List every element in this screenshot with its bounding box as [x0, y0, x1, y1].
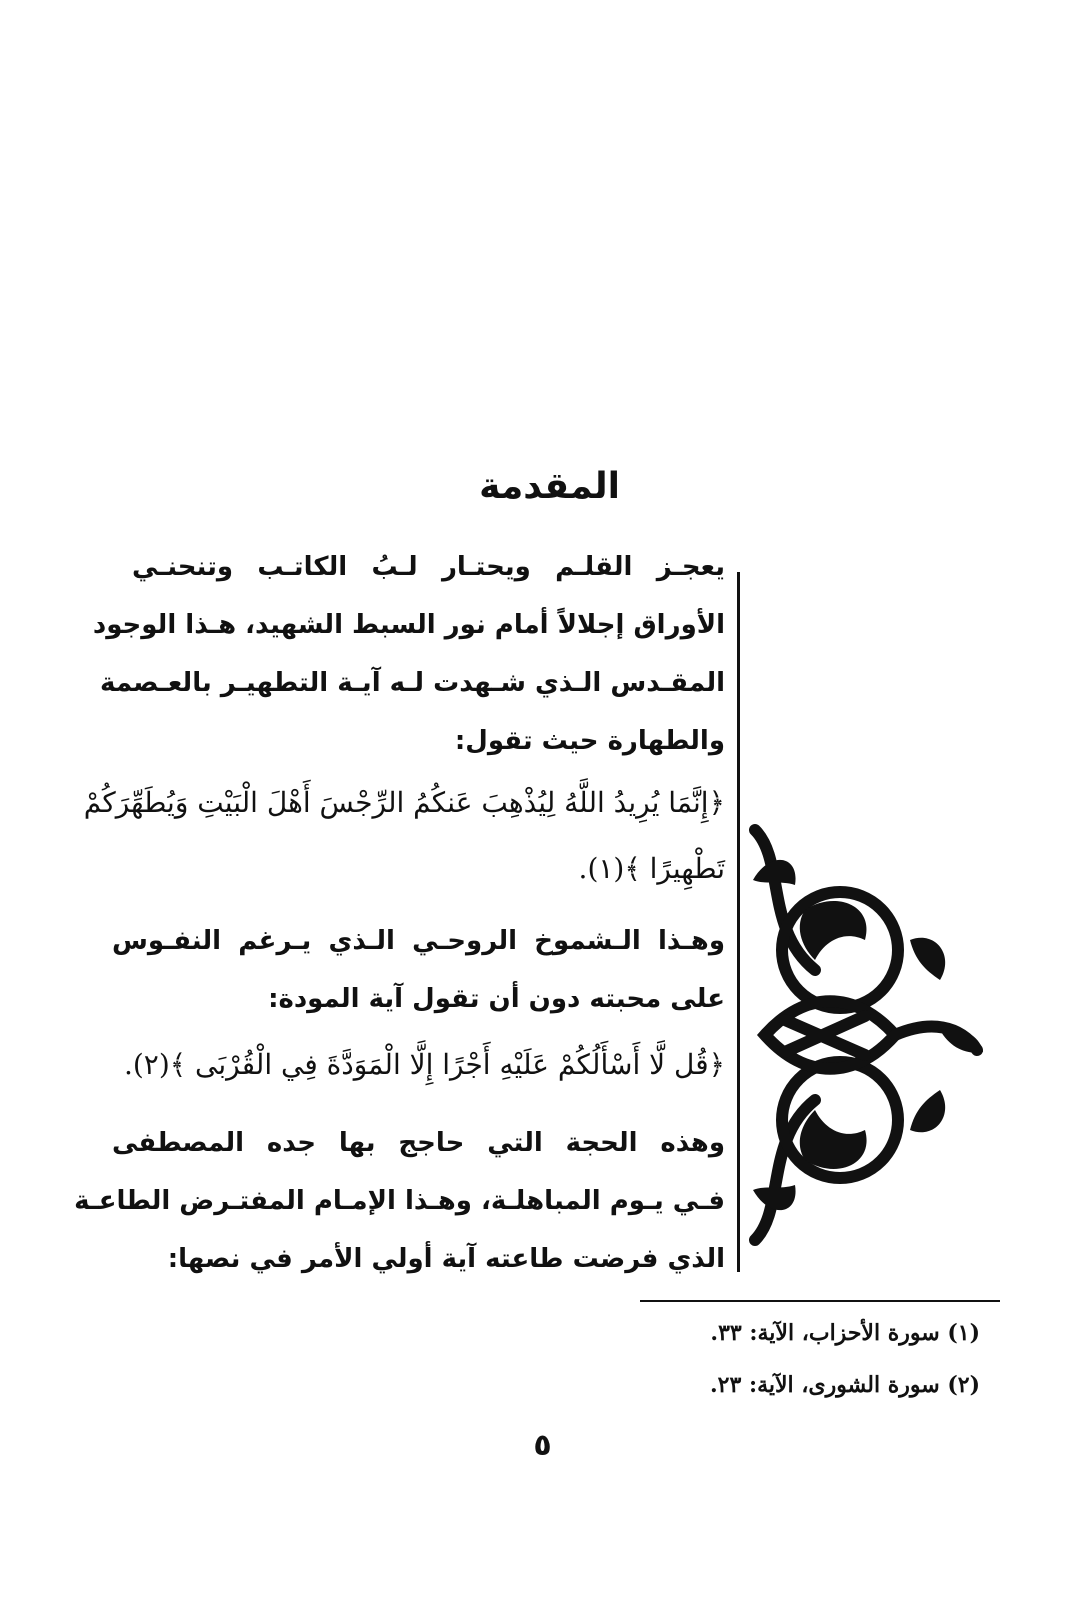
paragraph-1-line-3: المقـدس الـذي شـهدت لـه آيـة التطهيـر بالعـصمة [100, 668, 725, 698]
footnote-1: (١) سورة الأحزاب، الآية: ٣٣. [710, 1320, 980, 1346]
quran-verse-2: ﴿قُل لَّا أَسْأَلُكُمْ عَلَيْهِ أَجْرًا إِلَّا الْمَوَدَّةَ فِي الْقُرْبَى ﴾(٢). [123, 1048, 725, 1081]
paragraph-1-line-2: الأوراق إجلالاً أمام نور السبط الشهيد، هـذا الوجود [92, 610, 725, 640]
footnote-2: (٢) سورة الشورى، الآية: ٢٣. [709, 1372, 980, 1398]
paragraph-2-line-2: على محبته دون أن تقول آية المودة: [268, 984, 725, 1014]
quran-verse-1-line-2: تَطْهِيرًا ﴾(١). [578, 852, 725, 885]
arabesque-ornament [745, 820, 985, 1250]
paragraph-1-line-1: يعجـز القلـم ويحتـار لـبُ الكاتـب وتنحنـي [132, 552, 725, 582]
chapter-heading: المقدمة [479, 466, 620, 507]
paragraph-2-line-1: وهـذا الـشموخ الروحـي الـذي يـرغم النفـوس [112, 926, 725, 956]
margin-rule [737, 572, 740, 1272]
paragraph-1-line-4: والطهارة حيث تقول: [454, 726, 725, 756]
quran-verse-1-line-1: ﴿إِنَّمَا يُرِيدُ اللَّهُ لِيُذْهِبَ عَنكُمُ الرِّجْسَ أَهْلَ الْبَيْتِ وَيُطَهِّرَكُمْ [83, 786, 725, 819]
paragraph-3-line-3: الذي فرضت طاعته آية أولي الأمر في نصها: [167, 1244, 725, 1274]
paragraph-3-line-2: فـي يـوم المباهلـة، وهـذا الإمـام المفتـرض الطاعـة [74, 1186, 725, 1216]
paragraph-3-line-1: وهذه الحجة التي حاجج بها جده المصطفى [112, 1128, 725, 1158]
footnote-separator [640, 1300, 1000, 1302]
page-number: ٥ [533, 1428, 552, 1463]
